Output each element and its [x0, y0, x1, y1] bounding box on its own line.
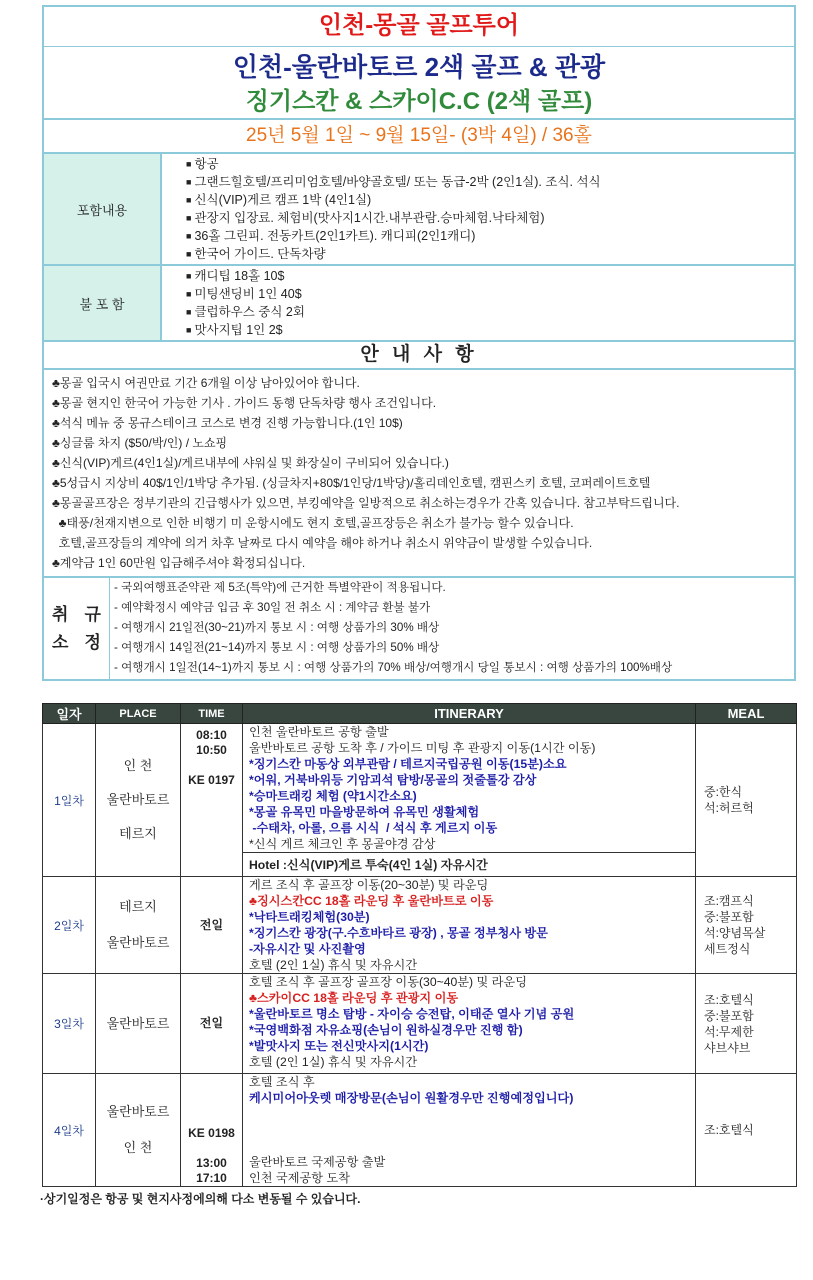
- excluded-label: 불 포 함: [44, 266, 162, 340]
- included-item: ■ 36홀 그린피. 전동카트(2인1카트). 캐디피(2인1캐디): [186, 227, 790, 245]
- included-item: ■ 한국어 가이드. 단독차량: [186, 245, 790, 263]
- col-meal: MEAL: [696, 704, 797, 724]
- meal-item: 석:양념목살: [704, 926, 766, 940]
- cancel-line: - 예약확정시 예약금 입금 후 30일 전 취소 시 : 계약금 환불 불가: [114, 601, 431, 614]
- place-cell: [96, 974, 181, 1074]
- itinerary-line: 호텔 조식 후: [249, 1075, 315, 1089]
- time-cell: [181, 1074, 243, 1187]
- itinerary-line: *울란바토르 명소 탐방 - 자이승 승전탑, 이태준 열사 기념 공원: [249, 1007, 575, 1021]
- itinerary-line: *발맛사지 또는 전신맛사지(1시간): [249, 1039, 429, 1053]
- place-name: 인 천: [123, 758, 153, 773]
- itinerary-row: [43, 724, 797, 853]
- itinerary-line: *어워, 거북바위등 기암괴석 탐방/몽골의 젓줄톨강 감상: [249, 773, 537, 787]
- time-value: 전일: [199, 1016, 224, 1030]
- excluded-item: ■ 맛사지팁 1인 2$: [186, 321, 790, 339]
- itinerary-line: 게르 조식 후 골프장 이동(20~30분) 및 라운딩: [249, 878, 489, 892]
- meal-cell: [696, 974, 797, 1074]
- guide-note: ♣5성급시 지상비 40$/1인/1박당 추가됨. (싱글차지+80$/1인당/1박당)/홀리데인호텔, 캠핀스키 호텔, 코퍼레이트호텔: [52, 476, 651, 490]
- time-value: 전일: [199, 917, 224, 932]
- itinerary-line: *승마트래킹 체험 (약1시간소요): [249, 789, 417, 803]
- included-list: [162, 154, 794, 264]
- excluded-item: ■ 캐디팁 18홀 10$: [186, 267, 790, 285]
- excluded-item: ■ 미팅샌딩비 1인 40$: [186, 285, 790, 303]
- meal-item: 세트정식: [704, 942, 751, 956]
- meal-cell: [696, 877, 797, 974]
- place-cell: [96, 1074, 181, 1187]
- tour-subtitle: 인천-울란바토르 2색 골프 & 관광: [232, 52, 606, 82]
- included-label: 포함내용: [44, 154, 162, 264]
- itinerary-table: [42, 703, 797, 1187]
- meal-cell: [696, 724, 797, 877]
- guide-note: ♣몽골골프장은 정부기관의 긴급행사가 있으면, 부킹예약을 일방적으로 취소하는경우가 간혹 있습니다. 참고부탁드립니다.: [52, 496, 680, 510]
- cancel-policy: [44, 578, 794, 679]
- place-name: 울란바토르: [106, 1104, 170, 1119]
- cancel-line: - 여행개시 14일전(21~14)까지 통보 시 : 여행 상품가의 50% 배상: [114, 641, 440, 654]
- time-cell: [181, 724, 243, 877]
- tour-courses: 징기스칸 & 스카이C.C (2색 골프): [44, 87, 794, 120]
- included-item: ■ 항공: [186, 155, 790, 173]
- itinerary-cell: [243, 974, 696, 1074]
- excluded-list: [162, 266, 794, 340]
- excluded-section: [44, 266, 794, 342]
- time-value: 08:10: [196, 728, 227, 742]
- col-day: 일자: [43, 704, 96, 724]
- itinerary-line: *국영백화점 자유쇼핑(손님이 원하실경우만 진행 함): [249, 1023, 523, 1037]
- itinerary-row: [43, 877, 797, 974]
- itinerary-line: 호텔 (2인 1실) 휴식 및 자유시간: [249, 1055, 418, 1069]
- tour-title: 인천-몽골 골프투어: [44, 7, 794, 47]
- time-value: KE 0198: [188, 1126, 235, 1140]
- place-name: 테르지: [119, 899, 157, 914]
- place-name: 울란바토르: [106, 1015, 170, 1031]
- itinerary-cell: [243, 877, 696, 974]
- itinerary-line: *몽골 유목민 마을방문하여 유목민 생활체험: [249, 805, 480, 819]
- place-name: 테르지: [119, 826, 157, 841]
- day-cell: 1일차: [43, 724, 96, 877]
- meal-item: 중:불포함: [704, 1008, 754, 1023]
- itinerary-line: 인천 국제공항 도착: [249, 1171, 350, 1185]
- itinerary-row: [43, 974, 797, 1074]
- cancel-line: - 국외여행표준약관 제 5조(특약)에 근거한 특별약관이 적용됩니다.: [114, 581, 446, 594]
- time-value: 10:50: [196, 743, 227, 757]
- meal-item: 조:호텔식: [704, 992, 754, 1007]
- place-name: 울란바토르: [106, 792, 170, 807]
- cancel-line: - 여행개시 21일전(30~21)까지 통보 시 : 여행 상품가의 30% 배상: [114, 621, 440, 634]
- col-itinerary: ITINERARY: [243, 704, 696, 724]
- itinerary-cell: [243, 724, 696, 853]
- meal-item: 조:캠프식: [704, 894, 754, 908]
- meal-item: 석:무제한: [704, 1024, 754, 1039]
- meal-item: 중:불포함: [704, 910, 754, 924]
- place-name: 울란바토르: [106, 935, 170, 950]
- meal-item: 중:한식: [704, 785, 743, 799]
- time-value: 17:10: [196, 1171, 227, 1185]
- meal-item: 샤브샤브: [704, 1040, 751, 1055]
- included-section: [44, 154, 794, 266]
- itinerary-line: -자유시간 및 사진촬영: [249, 942, 366, 956]
- itinerary-line: *신식 게르 체크인 후 몽골야경 감상: [249, 837, 436, 851]
- itinerary-line: 울반바토르 공항 도착 후 / 가이드 미팅 후 관광지 이동(1시간 이동): [249, 741, 596, 755]
- time-value: KE 0197: [188, 773, 235, 787]
- footer-note: ·상기일정은 항공 및 현지사정에의해 다소 변동될 수 있습니다.: [40, 1192, 361, 1206]
- itinerary-line: *낙타트래킹체험(30분): [249, 910, 370, 924]
- itinerary-line: *징기스칸 마동상 외부관람 / 테르지국립공원 이동(15분)소요: [249, 757, 567, 771]
- guide-note: 호텔,골프장들의 계약에 의거 차후 날짜로 다시 예약을 해야 하거나 취소시 위약금이 발생할 수있습니다.: [52, 536, 593, 550]
- included-item: ■ 관장지 입장료. 체험비(맛사지1시간.내부관람.승마체험.낙타체험): [186, 209, 790, 227]
- guide-notes: [44, 370, 794, 578]
- itinerary-line: 인천 울란바토르 공항 출발: [249, 725, 389, 739]
- itinerary-line: [249, 1138, 689, 1154]
- day-cell: 2일차: [43, 877, 96, 974]
- guide-note: ♣몽골 입국시 여권만료 기간 6개월 이상 남아있어야 합니다.: [52, 376, 360, 390]
- hotel-cell: Hotel :신식(VIP)게르 투숙(4인 1실) 자유시간: [243, 853, 696, 877]
- guide-note: ♣신식(VIP)게르(4인1실)/게르내부에 샤워실 및 화장실이 구비되어 있습니다.): [52, 456, 449, 470]
- itinerary-line: ♣징시스칸CC 18홀 라운딩 후 울란바트로 이동: [249, 894, 494, 908]
- itinerary-row: [43, 1074, 797, 1187]
- guide-note: ♣석식 메뉴 중 몽규스테이크 코스로 변경 진행 가능합니다.(1인 10$): [52, 416, 403, 430]
- guide-note: ♣싱글룸 차지 ($50/박/인) / 노쇼핑: [52, 436, 228, 450]
- cancel-line: - 여행개시 1일전(14~1)까지 통보 시 : 여행 상품가의 70% 배상/여행개시 당일 통보시 : 여행 상품가의 100%배상: [114, 661, 673, 674]
- time-value: [181, 758, 242, 773]
- col-time: TIME: [181, 704, 243, 724]
- itinerary-line: [249, 1122, 689, 1138]
- guide-note: ♣몽골 현지인 한국어 가능한 기사 . 가이드 동행 단독차량 행사 조건입니다.: [52, 396, 437, 410]
- itinerary-line: 울란바토르 국제공항 출발: [249, 1155, 386, 1169]
- cancel-label-1: 취소: [52, 604, 69, 652]
- itinerary-line: [249, 1106, 689, 1122]
- tour-period: 25년 5월 1일 ~ 9월 15일- (3박 4일) / 36홀: [44, 120, 794, 154]
- included-item: ■ 신식(VIP)게르 캠프 1박 (4인1실): [186, 191, 790, 209]
- place-cell: [96, 877, 181, 974]
- time-value: 13:00: [196, 1156, 227, 1170]
- place-cell: [96, 724, 181, 877]
- time-value: [181, 1141, 242, 1156]
- itinerary-line: ♣스카이CC 18홀 라운딩 후 관광지 이동: [249, 991, 459, 1005]
- itinerary-line: -수태차, 아롤, 으름 시식 / 석식 후 게르지 이동: [249, 821, 498, 835]
- itinerary-line: 케시미어아웃렛 매장방문(손님이 원활경우만 진행예정입니다): [249, 1091, 574, 1105]
- itinerary-cell: [243, 1074, 696, 1187]
- included-item: ■ 그랜드힐호텔/프리미엄호텔/바양골호텔/ 또는 동급-2박 (2인1실). 조식. 석식: [186, 173, 790, 191]
- cancel-lines: [110, 578, 794, 679]
- meal-item: 조:호텔식: [704, 1123, 754, 1137]
- guide-note: ♣태풍/천재지변으로 인한 비행기 미 운항시에도 현지 호텔,골프장등은 취소가 불가능 할수 있습니다.: [52, 516, 574, 530]
- col-place: PLACE: [96, 704, 181, 724]
- cancel-label-2: 규정: [84, 604, 101, 652]
- place-name: 인 천: [123, 1140, 153, 1155]
- day-cell: 4일차: [43, 1074, 96, 1187]
- tour-summary: [42, 5, 796, 681]
- itinerary-line: 호텔 (2인 1실) 휴식 및 자유시간: [249, 958, 418, 972]
- meal-cell: [696, 1074, 797, 1187]
- guide-note: ♣계약금 1인 60만원 입금해주셔야 확정되십니다.: [52, 556, 306, 570]
- cancel-label: [44, 578, 110, 679]
- excluded-item: ■ 클럽하우스 중식 2회: [186, 303, 790, 321]
- guide-title: 안 내 사 항: [44, 342, 794, 370]
- meal-item: 석:허르헉: [704, 801, 754, 815]
- day-cell: 3일차: [43, 974, 96, 1074]
- time-cell: [181, 877, 243, 974]
- itinerary-line: *징기스칸 광장(구.수흐바타르 광장) , 몽골 정부청사 방문: [249, 926, 548, 940]
- itinerary-line: 호텔 조식 후 골프장 골프장 이동(30~40분) 및 라운딩: [249, 975, 527, 989]
- time-cell: [181, 974, 243, 1074]
